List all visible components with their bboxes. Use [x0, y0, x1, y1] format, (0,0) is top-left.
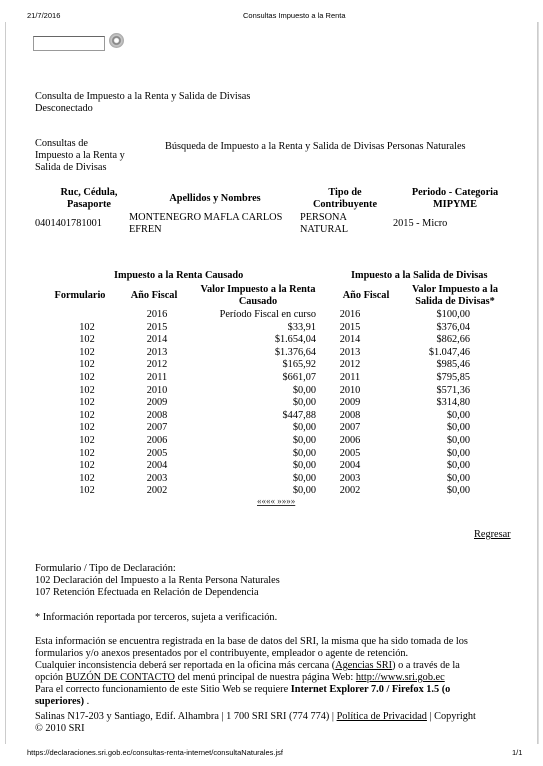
cell-gap [316, 435, 324, 448]
col-valor-renta-header-line2: Causado [238, 296, 278, 307]
cell-gap [316, 334, 324, 347]
col-anio-header: Año Fiscal [130, 290, 178, 301]
cell-anio-fiscal: 2005 [146, 447, 168, 459]
cell-valor-renta: $0,00 [292, 422, 316, 434]
browser-requirement-end: superiores) [35, 696, 85, 707]
cell-valor-divisas: $795,85 [436, 371, 470, 383]
cell-valor-divisas: $0,00 [446, 434, 470, 446]
cell-formulario: 102 [79, 384, 95, 396]
pager[interactable]: «««« »»»» [257, 496, 296, 506]
table-row [40, 397, 470, 410]
cell-valor-divisas: $0,00 [446, 472, 470, 484]
privacy-policy-link[interactable]: Política de Privacidad [336, 711, 427, 722]
cell-gap [316, 322, 324, 335]
legend-item-107: 107 Retención Efectuada en Relación de Dependencia [35, 587, 259, 598]
cell-valor-renta: $0,00 [292, 485, 316, 497]
cell-valor-divisas: $100,00 [436, 309, 470, 320]
footer-copyright-line2: © 2010 SRI [35, 723, 85, 734]
cell-formulario: 102 [79, 321, 95, 333]
cell-anio-fiscal: 2016 [146, 309, 168, 320]
side-menu-link-line3[interactable]: Salida de Divisas [35, 162, 107, 173]
cell-valor-renta: $0,00 [292, 384, 316, 396]
cell-valor-renta: $1.376,64 [274, 346, 316, 358]
cell-gap [316, 410, 324, 423]
print-title: Consultas Impuesto a la Renta [243, 11, 346, 20]
period-value: 2015 - Micro [393, 218, 448, 229]
cell-anio-fiscal-divisas: 2014 [339, 334, 361, 346]
site-footer [35, 711, 476, 723]
cell-formulario: 102 [79, 434, 95, 446]
cell-anio-fiscal-divisas: 2012 [339, 359, 361, 371]
cell-gap [316, 397, 324, 410]
cell-valor-divisas: $1.047,46 [428, 346, 470, 358]
cell-valor-renta: $0,00 [292, 447, 316, 459]
cell-anio-fiscal-divisas: 2008 [339, 409, 361, 421]
cell-formulario: 102 [79, 359, 95, 371]
footer-address: Salinas N17-203 y Santiago, Edif. Alhambra | 1 700 SRI SRI (774 774) | [35, 711, 337, 722]
sri-website-link[interactable]: http://www.sri.gob.ec [355, 672, 445, 683]
names-header: Apellidos y Nombres [169, 193, 261, 204]
page-heading: Consulta de Impuesto a la Renta y Salida de Divisas [35, 91, 251, 102]
table-row [40, 347, 470, 360]
info-line1: Esta información se encuentra registrada en la base de datos del SRI, la misma que ha sido tomada de los [35, 636, 468, 647]
cell-anio-fiscal: 2003 [146, 472, 168, 484]
side-menu-link-line2[interactable]: Impuesto a la Renta y [35, 150, 125, 161]
cell-anio-fiscal-divisas: 2016 [339, 309, 361, 320]
table-row [40, 334, 470, 347]
info-line6-text: . [84, 696, 90, 707]
cell-anio-fiscal: 2008 [146, 409, 168, 421]
cell-gap [316, 359, 324, 372]
cell-anio-fiscal: 2014 [146, 334, 168, 346]
browser-requirement: Internet Explorer 7.0 / Firefox 1.5 (o [290, 684, 451, 695]
col-valor-divisas-header-line1: Valor Impuesto a la [411, 284, 499, 295]
ruc-header-line1: Ruc, Cédula, [60, 187, 118, 198]
table-row [40, 410, 470, 423]
type-value-line2: NATURAL [300, 224, 349, 235]
cell-gap [316, 385, 324, 398]
table-row [40, 322, 470, 335]
type-value-line1: PERSONA [300, 212, 347, 223]
footer-copyright: | Copyright [426, 711, 476, 722]
print-url: https://declaraciones.sri.gob.ec/consultas-renta-internet/consultaNaturales.jsf [27, 748, 283, 757]
cell-formulario: 102 [79, 485, 95, 497]
table-row [40, 460, 470, 473]
cell-anio-fiscal: 2009 [146, 397, 168, 409]
agencias-link[interactable]: Agencias SRI [335, 660, 393, 671]
col-anio2-header: Año Fiscal [342, 290, 390, 301]
table-row [40, 435, 470, 448]
cell-anio-fiscal-divisas: 2011 [339, 371, 361, 383]
cell-valor-divisas: $0,00 [446, 409, 470, 421]
cell-valor-divisas: $0,00 [446, 422, 470, 434]
table-row [40, 372, 470, 385]
cell-formulario [40, 309, 134, 322]
cell-gap [316, 485, 324, 498]
history-table [40, 309, 470, 498]
cell-gap [316, 473, 324, 486]
info-line3-text-end: ) o a través de la [392, 660, 460, 671]
cell-valor-divisas: $571,36 [436, 384, 470, 396]
info-line4-text-mid: del menú principal de nuestra página Web: [175, 672, 356, 683]
cell-anio-fiscal-divisas: 2005 [339, 447, 361, 459]
cell-valor-renta: $165,92 [282, 359, 316, 371]
cell-valor-divisas: $376,04 [436, 321, 470, 333]
print-page-number: 1/1 [512, 748, 523, 757]
buzon-contacto-link[interactable]: BUZÓN DE CONTACTO [65, 672, 175, 683]
name-value-line1: MONTENEGRO MAFLA CARLOS [129, 212, 283, 223]
table-row [40, 448, 470, 461]
search-input[interactable] [33, 36, 105, 51]
print-date: 21/7/2016 [27, 11, 61, 20]
cell-valor-renta: $447,88 [282, 409, 316, 421]
col-formulario-header: Formulario [54, 290, 106, 301]
type-header-line2: Contribuyente [312, 199, 378, 210]
connection-status: Desconectado [35, 103, 93, 114]
cell-gap [316, 422, 324, 435]
cell-anio-fiscal-divisas: 2002 [339, 485, 361, 497]
cell-gap [316, 309, 324, 322]
page-subtitle: Búsqueda de Impuesto a la Renta y Salida de Divisas Personas Naturales [165, 141, 466, 152]
cell-anio-fiscal-divisas: 2004 [339, 460, 361, 472]
cell-formulario: 102 [79, 447, 95, 459]
cell-anio-fiscal-divisas: 2007 [339, 422, 361, 434]
cell-formulario: 102 [79, 472, 95, 484]
info-line4 [35, 672, 445, 684]
table-row [40, 473, 470, 486]
cell-formulario: 102 [79, 422, 95, 434]
table-row [40, 385, 470, 398]
cell-valor-divisas: $862,66 [436, 334, 470, 346]
cell-valor-renta: $33,91 [287, 321, 316, 333]
info-line6 [35, 696, 89, 708]
legend-title: Formulario / Tipo de Declaración: [35, 563, 176, 574]
period-header-line2: MIPYME [432, 199, 478, 210]
cell-valor-divisas: $0,00 [446, 485, 470, 497]
info-line3-text: Cualquier inconsistencia deberá ser reportada en la oficina más cercana ( [35, 660, 336, 671]
cell-valor-divisas: $0,00 [446, 447, 470, 459]
cell-anio-fiscal: 2007 [146, 422, 168, 434]
side-menu-link-line1[interactable]: Consultas de [35, 138, 88, 149]
cell-valor-renta: $0,00 [292, 472, 316, 484]
ruc-header-line2: Pasaporte [66, 199, 112, 210]
cell-anio-fiscal-divisas: 2015 [339, 321, 361, 333]
cell-valor-renta: $0,00 [292, 460, 316, 472]
third-party-note: * Información reportada por terceros, sujeta a verificación. [35, 612, 278, 623]
cell-anio-fiscal-divisas: 2003 [339, 472, 361, 484]
cell-anio-fiscal: 2012 [146, 359, 168, 371]
cell-formulario: 102 [79, 346, 95, 358]
group-renta-header: Impuesto a la Renta Causado [114, 270, 244, 281]
cell-valor-renta: $0,00 [292, 397, 316, 409]
cell-valor-renta: $0,00 [292, 434, 316, 446]
info-line3 [35, 660, 460, 672]
info-line2: formularios y/o anexos presentados por el contribuyente, empleador o agente de retención. [35, 648, 409, 659]
cell-valor-divisas: $314,80 [436, 397, 470, 409]
cell-anio-fiscal-divisas: 2010 [339, 384, 361, 396]
group-divisas-header: Impuesto a la Salida de Divisas [351, 270, 488, 281]
cell-gap [316, 372, 324, 385]
table-row [40, 309, 470, 322]
cell-formulario: 102 [79, 397, 95, 409]
legend-item-102: 102 Declaración del Impuesto a la Renta Persona Naturales [35, 575, 280, 586]
cell-valor-renta: $661,07 [282, 371, 316, 383]
cell-anio-fiscal-divisas: 2009 [339, 397, 361, 409]
cell-gap [316, 448, 324, 461]
cell-valor-divisas: $985,46 [436, 359, 470, 371]
cell-anio-fiscal: 2004 [146, 460, 168, 472]
search-button-icon[interactable] [109, 33, 124, 48]
cell-valor-divisas: $0,00 [446, 460, 470, 472]
ruc-value: 0401401781001 [35, 218, 102, 229]
cell-anio-fiscal: 2010 [146, 384, 168, 396]
cell-anio-fiscal-divisas: 2006 [339, 434, 361, 446]
table-row [40, 422, 470, 435]
cell-anio-fiscal: 2013 [146, 346, 168, 358]
cell-formulario: 102 [79, 460, 95, 472]
cell-anio-fiscal: 2002 [146, 485, 168, 497]
table-row [40, 485, 470, 498]
info-line5-text: Para el correcto funcionamiento de este Sitio Web se requiere [35, 684, 291, 695]
cell-gap [316, 460, 324, 473]
cell-anio-fiscal: 2011 [146, 371, 168, 383]
info-line5 [35, 684, 450, 696]
period-header-line1: Periodo - Categoria [411, 187, 499, 198]
cell-formulario: 102 [79, 334, 95, 346]
col-valor-divisas-header-line2: Salida de Divisas* [415, 296, 495, 307]
cell-formulario: 102 [79, 371, 95, 383]
cell-formulario: 102 [79, 409, 95, 421]
cell-anio-fiscal-divisas: 2013 [339, 346, 361, 358]
cell-valor-renta: $1.654,04 [274, 334, 316, 346]
table-row [40, 359, 470, 372]
cell-anio-fiscal: 2015 [146, 321, 168, 333]
cell-valor-renta: Período Fiscal en curso [219, 309, 316, 320]
name-value-line2: EFREN [129, 224, 162, 235]
cell-gap [316, 347, 324, 360]
type-header-line1: Tipo de [328, 187, 362, 198]
back-link[interactable]: Regresar [474, 529, 511, 540]
cell-anio-fiscal: 2006 [146, 434, 168, 446]
col-valor-renta-header-line1: Valor Impuesto a la Renta [200, 284, 316, 295]
info-line4-text: opción [35, 672, 66, 683]
